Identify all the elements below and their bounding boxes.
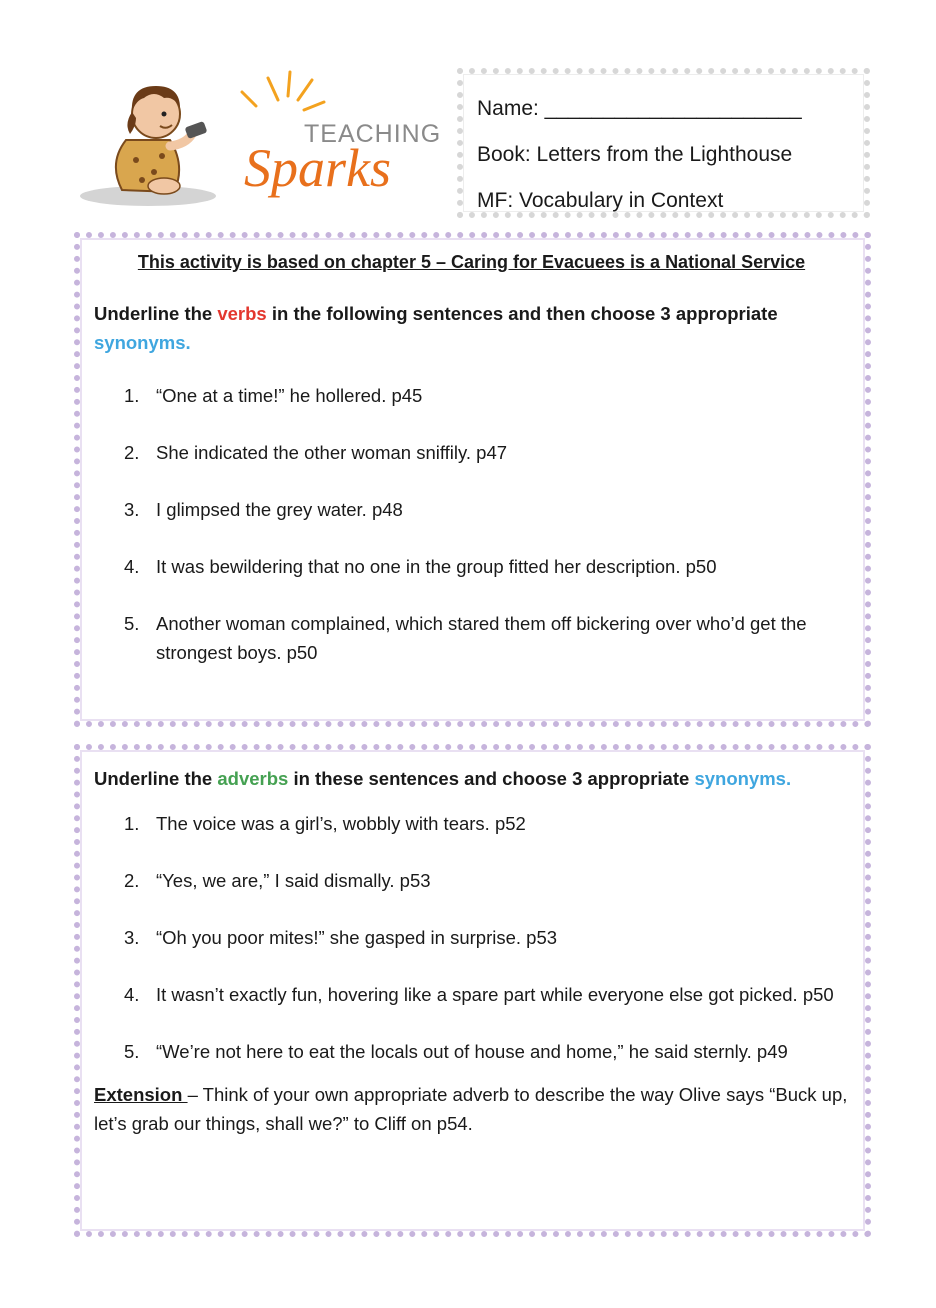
adverbs-sentence-list [94, 809, 849, 1066]
list-item: 4. It wasn’t exactly fun, hovering like a spare part while everyone else got picked. p50 [124, 984, 834, 1005]
list-item: 2. She indicated the other woman sniffily. p47 [124, 442, 508, 463]
extension-text: – Think of your own appropriate adverb to describe the way Olive says “Buck up, let’s grab our things, shall we?” to Cliff on p54. [94, 1084, 848, 1134]
name-field: Name: ______________________ [477, 97, 802, 120]
mf-label: MF: Vocabulary in Context [477, 189, 724, 212]
verbs-keyword: verbs [217, 303, 267, 324]
adverbs-keyword: adverbs [217, 768, 289, 789]
adverbs-instruction: Underline the adverbs in these sentences and choose 3 appropriate synonyms. [94, 768, 792, 789]
chapter-heading: This activity is based on chapter 5 – Caring for Evacuees is a National Service [137, 252, 806, 272]
extension-label: Extension [94, 1084, 188, 1105]
caveman-mascot-icon [78, 68, 448, 218]
synonyms-keyword: synonyms. [94, 332, 191, 353]
book-title: Book: Letters from the Lighthouse [477, 143, 793, 166]
list-item: 3. I glimpsed the grey water. p48 [124, 499, 403, 520]
logo-teaching-text: TEACHING [304, 120, 442, 148]
synonyms-keyword: synonyms. [694, 768, 792, 789]
list-item: 1. “One at a time!” he hollered. p45 [124, 385, 423, 406]
verbs-sentence-list [94, 381, 849, 667]
list-item: 4. It was bewildering that no one in the group fitted her description. p50 [124, 556, 717, 577]
logo-sparks-text: Sparks [244, 138, 391, 198]
list-item: 1. The voice was a girl’s, wobbly with tears. p52 [124, 813, 526, 834]
list-item: 5. Another woman complained, which stared them off bickering over who’d get the strongest boys. p50 [124, 613, 807, 663]
adverbs-activity-panel [74, 744, 871, 1237]
teaching-sparks-logo [78, 68, 448, 218]
list-item: 2. “Yes, we are,” I said dismally. p53 [124, 870, 431, 891]
list-item: 5. “We’re not here to eat the locals out of house and home,” he said sternly. p49 [124, 1041, 788, 1062]
extension-task [94, 1080, 849, 1138]
list-item: 3. “Oh you poor mites!” she gasped in surprise. p53 [124, 927, 558, 948]
student-info-box [457, 68, 870, 218]
verbs-instruction: Underline the verbs in the following sentences and then choose 3 appropriate synonyms. [94, 303, 778, 353]
verbs-activity-panel [74, 232, 871, 727]
